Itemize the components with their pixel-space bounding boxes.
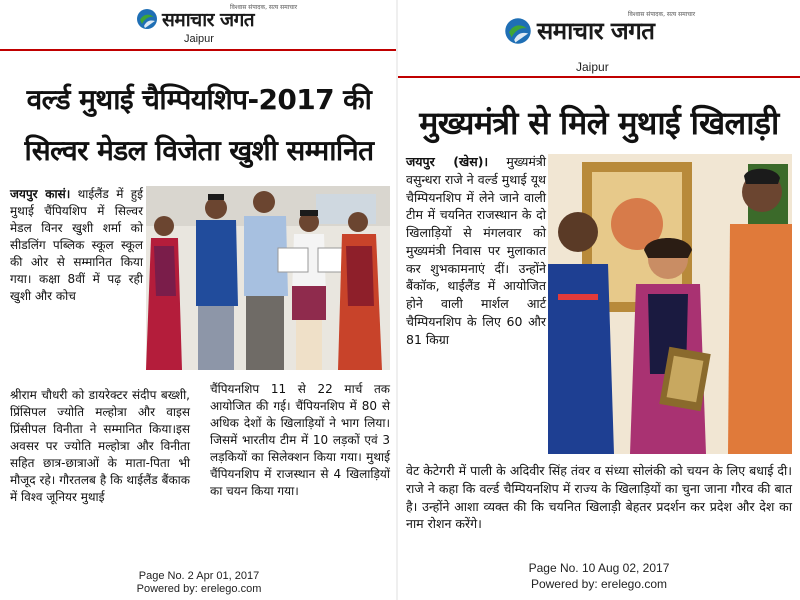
masthead-tagline: विश्वास संपादक, सत्य समाचार (230, 4, 298, 11)
globe-logo-icon (136, 8, 158, 30)
article-text-1: थाईलैंड में हुई मुथाई चैंपियशिप में सिल्वर मेडल विनर खुशी शर्मा को सीडलिंग पब्लिक स्कूल स्कूल की ओर से सम्मानित किया गया। कक्षा 8वीं में पढ़ रही खुशी और कोच (10, 187, 143, 304)
footer-page-number: Page No. 2 Apr 01, 2017 (138, 570, 260, 582)
cm-meeting-photo (548, 154, 792, 454)
masthead-rule (398, 76, 800, 78)
footer-page-info (398, 560, 800, 592)
footer-powered-by: Powered by: erelego.com (136, 583, 262, 595)
article-column-2: चैंपियनशिप 11 से 22 मार्च तक आयोजित की गई। चैंपियनशिप में 80 से अधिक देशों के खिलाड़ियों ने भाग लिया। जिसमें भारतीय टीम में 10 लड़कों एवं 3 लड़कियों का सिलेक्शन किया गया। मुथाई चैंपियनशिप में राजस्थान से 4 खिलाड़ियों का चयन किया गया। (210, 382, 390, 499)
award-photo (146, 186, 390, 370)
footer-powered-by: Powered by: erelego.com (530, 577, 668, 591)
article-text-1: मुख्यमंत्री वसुन्धरा राजे ने वर्ल्ड मुथाई यूथ चैम्पियनशिप में लेने जाने वाली टीम में चयनित राजस्थान के दो खिलाड़ियों से मंगलवार को मुख्यमंत्री निवास पर मुलाकात कर शुभकामनाएं दीं। उन्होंने बैंकॉक, थाईलैंड में आयोजित होने वाली मार्शल आर्ट चैम्पियनशिप के लिए 60 और 81 किग्रा (406, 154, 546, 347)
masthead-name: समाचार जगत (162, 9, 255, 31)
masthead-tagline: विश्वास संपादक, सत्य समाचार (628, 11, 696, 18)
article-column-1 (406, 153, 546, 348)
headline: मुख्यमंत्री से मिले मुथाई खिलाड़ी (419, 104, 779, 142)
news-clipping-right (398, 0, 800, 600)
footer-page-number: Page No. 10 Aug 02, 2017 (528, 561, 670, 575)
article-column-1 (10, 186, 143, 305)
headline-line-2: सिल्वर मेडल विजेता खुशी सम्मानित (24, 134, 374, 167)
article-dateline: जयपुर (खेस)। (406, 154, 489, 169)
article-full-width: वेट केटेगरी में पाली के अदिवीर सिंह तंवर व संध्या सोलंकी को चयन के लिए बधाई दी। राजे ने कहा कि वर्ल्ड चैम्पियनशिप में राज्य के खिलाड़ियों का चुना जाना गौरव की बात है। उन्होंने आशा व्यक्त की कि चयनित खिलाड़ी बेहतर प्रदर्शन कर प्रदेश और देश का नाम रोशन करेंगे। (406, 463, 792, 532)
headline-line-1: वर्ल्ड मुथाई चैम्पियशिप-2017 की (26, 83, 372, 116)
article-dateline: जयपुर कासं। (10, 187, 71, 201)
masthead-rule (0, 49, 398, 51)
footer-page-info (0, 570, 398, 596)
award-photo-illustration (146, 186, 390, 370)
cm-meeting-photo-illustration (548, 154, 792, 454)
masthead-name: समाचार जगत (537, 17, 655, 45)
edition-label: Jaipur (576, 60, 609, 74)
article-column-1-continued: श्रीराम चौधरी को डायरेक्टर संदीप बख्शी, प्रिंसिपल ज्योति मल्होत्रा और वाइस प्रिंसीपल विनीता ने सम्मानित किया।इस अवसर पर ज्योति मल्होत्रा और विनीता सहित छात्र-छात्राओं के माता-पिता भी मौजूद रहे। गौरतलब है कि थाईलैंड बैंकाक में विश्व जूनियर मुथाई (10, 388, 190, 505)
globe-logo-icon (504, 17, 532, 45)
edition-label: Jaipur (184, 33, 214, 45)
masthead-logo (504, 14, 654, 47)
news-clipping-left (0, 0, 398, 600)
